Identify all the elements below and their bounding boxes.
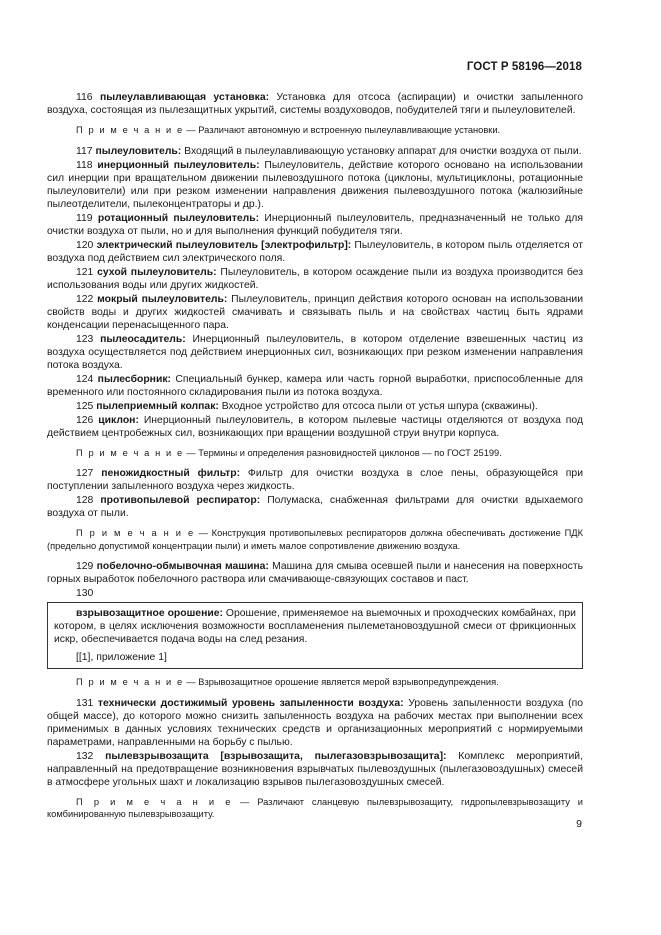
- page-number: 9: [576, 818, 582, 830]
- term-name: электрический пылеуловитель [электрофильтр]:: [96, 239, 352, 251]
- term-number: 117: [76, 145, 93, 157]
- term-definition: Пылеуловитель, действие которого основано на использовании сил инерции при вращательном движении пылевоздушного потока (циклоны, мультициклоны, ротационные пылеуловители) или при резком изменении направления движения пылевоздушного потока (жалюзийные пылеотделители, пылеконцентраторы и др.).: [47, 159, 583, 210]
- term-number: 132: [76, 750, 94, 762]
- note-label: П р и м е ч а н и е: [76, 796, 233, 807]
- term-entry: [47, 239, 583, 265]
- note-text: — Конструкция противопылевых респираторов должна обеспечивать достижение ПДК (предельно допустимой концентрации пыли) и иметь малое сопротивление движению воздуха.: [47, 528, 583, 551]
- term-definition: Орошение, применяемое на выемочных и проходческих комбайнах, при котором, в целях исключения возможности воспламенения пылеметановоздушной смеси от фрикционных искр, обеспечивается подача воды на след резания.: [54, 608, 576, 645]
- term-definition: Машина для смыва осевшей пыли и нанесения на поверхность горных выработок побелочного раствора или смачивающе-связующих составов и паст.: [47, 561, 583, 585]
- term-note: [47, 447, 583, 460]
- term-name: инерционный пылеуловитель:: [97, 159, 260, 171]
- term-definition: Пылеуловитель, в котором пыль отделяется от воздуха под действием сил электрического поля.: [47, 239, 583, 264]
- term-entry: [47, 333, 583, 372]
- note-text: — Взрывозащитное орошение является мерой взрывопредупреждения.: [183, 677, 499, 687]
- term-name: взрывозащитное орошение:: [76, 608, 223, 619]
- term-number: 119: [76, 212, 93, 224]
- term-number: 123: [76, 333, 94, 345]
- term-entry: [47, 400, 583, 413]
- boxed-term-entry: [47, 602, 583, 669]
- document-body: [47, 91, 583, 829]
- term-definition: Инерционный пылеуловитель, в котором пылевые частицы отделяются от воздуха под действием центробежных сил, возникающих при вращении воздушной струи внутри корпуса.: [47, 414, 584, 439]
- term-definition: Пылеуловитель, в котором осаждение пыли из воздуха производится без использования воды или других жидкостей.: [47, 266, 583, 291]
- term-reference: [[1], приложение 1]: [76, 652, 167, 663]
- term-number: 125: [76, 400, 94, 412]
- term-number: 128: [76, 495, 94, 506]
- term-note: [47, 527, 583, 552]
- term-note: [47, 676, 583, 689]
- term-definition: Полумаска, снабженная фильтрами для очистки вдыхаемого воздуха от пыли.: [47, 495, 584, 519]
- term-definition: Инерционный пылеуловитель, предназначенный не только для очистки воздуха от пыли, но и для выполнения функций побудителя тяги.: [47, 212, 584, 237]
- term-name: технически достижимый уровень запыленности воздуха:: [97, 697, 404, 709]
- term-number: 124: [76, 373, 94, 385]
- term-number: 129: [76, 561, 94, 572]
- term-definition: Входное устройство для отсоса пыли от устья шпура (скважины).: [218, 400, 538, 412]
- term-name: сухой пылеуловитель:: [97, 266, 217, 278]
- term-entry: [47, 145, 583, 158]
- term-definition: Пылеуловитель, принцип действия которого основан на использовании свойств воды и других жидкостей смачивать и связывать пыль и на свойствах частиц быть ядрами конденсации перенасыщенного пара.: [47, 293, 583, 331]
- term-definition: Инерционный пылеуловитель, в котором отделение взвешенных частиц из воздуха осуществляется под действием инерционных сил, возникающих при резком изменении направления потока воздуха.: [47, 333, 584, 371]
- note-label: П р и м е ч а н и е: [76, 528, 195, 538]
- term-name: пылесборник:: [97, 373, 172, 385]
- term-number: 122: [76, 293, 94, 305]
- term-name: противопылевой респиратор:: [100, 495, 261, 506]
- term-name: пылеулавливающая установка:: [99, 92, 270, 103]
- term-number: 118: [76, 159, 93, 171]
- term-number: 121: [76, 266, 94, 278]
- note-label: П р и м е ч а н и е: [76, 447, 184, 458]
- term-entry: [47, 414, 583, 440]
- term-entry: [47, 266, 583, 292]
- term-entry: [47, 373, 583, 399]
- term-definition: Входящий в пылеулавливающую установку аппарат для очистки воздуха от пыли.: [181, 145, 582, 157]
- term-number: 126: [76, 414, 94, 426]
- term-entry: [47, 293, 583, 332]
- term-definition: Установка для отсоса (аспирации) и очистки запыленного воздуха, состоящая из пылезащитных укрытий, системы воздуховодов, побудителей тяги и пылеуловителей.: [47, 92, 583, 116]
- term-name: пеножидкостный фильтр:: [101, 468, 241, 479]
- term-number: 127: [76, 468, 94, 479]
- term-definition: Уровень запыленности воздуха (по общей массе), до которого можно снизить запыленность воздуха на рабочих местах при выполнении всех применимых в данных условиях технических средств и организационных мероприятий с нормируемыми параметрами, направленными на борьбу с пылью.: [47, 697, 583, 748]
- term-entry: [47, 560, 583, 586]
- term-note: [47, 796, 583, 821]
- note-text: — Различают автономную и встроенную пылеулавливающие установки.: [183, 125, 501, 135]
- term-name: пылевзрывозащита [взрывозащита, пылегазовзрывозащита]:: [105, 750, 447, 762]
- term-definition: Специальный бункер, камера или часть горной выработки, приспособленные для временного или постоянного складирования пыли из потока воздуха.: [47, 373, 583, 398]
- term-name: мокрый пылеуловитель:: [97, 293, 228, 305]
- note-text: — Различают сланцевую пылевзрывозащиту, гидропылевзрывозащиту и комбинированную пылевзрывозащиту.: [47, 796, 583, 819]
- term-entry: [47, 750, 583, 789]
- term-number: 130: [76, 588, 94, 599]
- term-entry: [54, 607, 576, 646]
- term-entry: [47, 697, 583, 749]
- term-entry: [47, 467, 583, 493]
- term-definition: Комплекс мероприятий, направленный на предотвращение возникновения взрывчатых пылевоздушных (пылегазовоздушных) смесей в атмосфере угольных шахт и локализацию взрывов пылегазовоздушных смесей.: [47, 750, 583, 788]
- term-number: 131: [76, 697, 94, 709]
- term-name: пылеосадитель:: [100, 333, 186, 345]
- term-number: 116: [76, 92, 93, 103]
- note-text: — Термины и определения разновидностей циклонов — по ГОСТ 25199.: [183, 447, 502, 458]
- term-entry: [47, 159, 583, 211]
- term-number: 120: [76, 239, 94, 251]
- document-standard-code: ГОСТ Р 58196—2018: [466, 61, 582, 73]
- term-name: побелочно-обмывочная машина:: [96, 561, 269, 572]
- note-label: П р и м е ч а н и е: [76, 125, 184, 135]
- term-note: [47, 124, 583, 137]
- term-name: ротационный пылеуловитель:: [97, 212, 260, 224]
- term-entry: [47, 212, 583, 238]
- term-name: циклон:: [98, 414, 139, 426]
- note-label: П р и м е ч а н и е: [76, 677, 184, 687]
- term-entry: [47, 494, 583, 520]
- term-name: пылеприемный колпак:: [96, 400, 219, 412]
- term-entry: [47, 91, 583, 117]
- term-definition: Фильтр для очистки воздуха в слое пены, образующейся при поступлении запыленного воздуха через жидкость.: [47, 468, 584, 492]
- term-name: пылеуловитель:: [95, 145, 182, 157]
